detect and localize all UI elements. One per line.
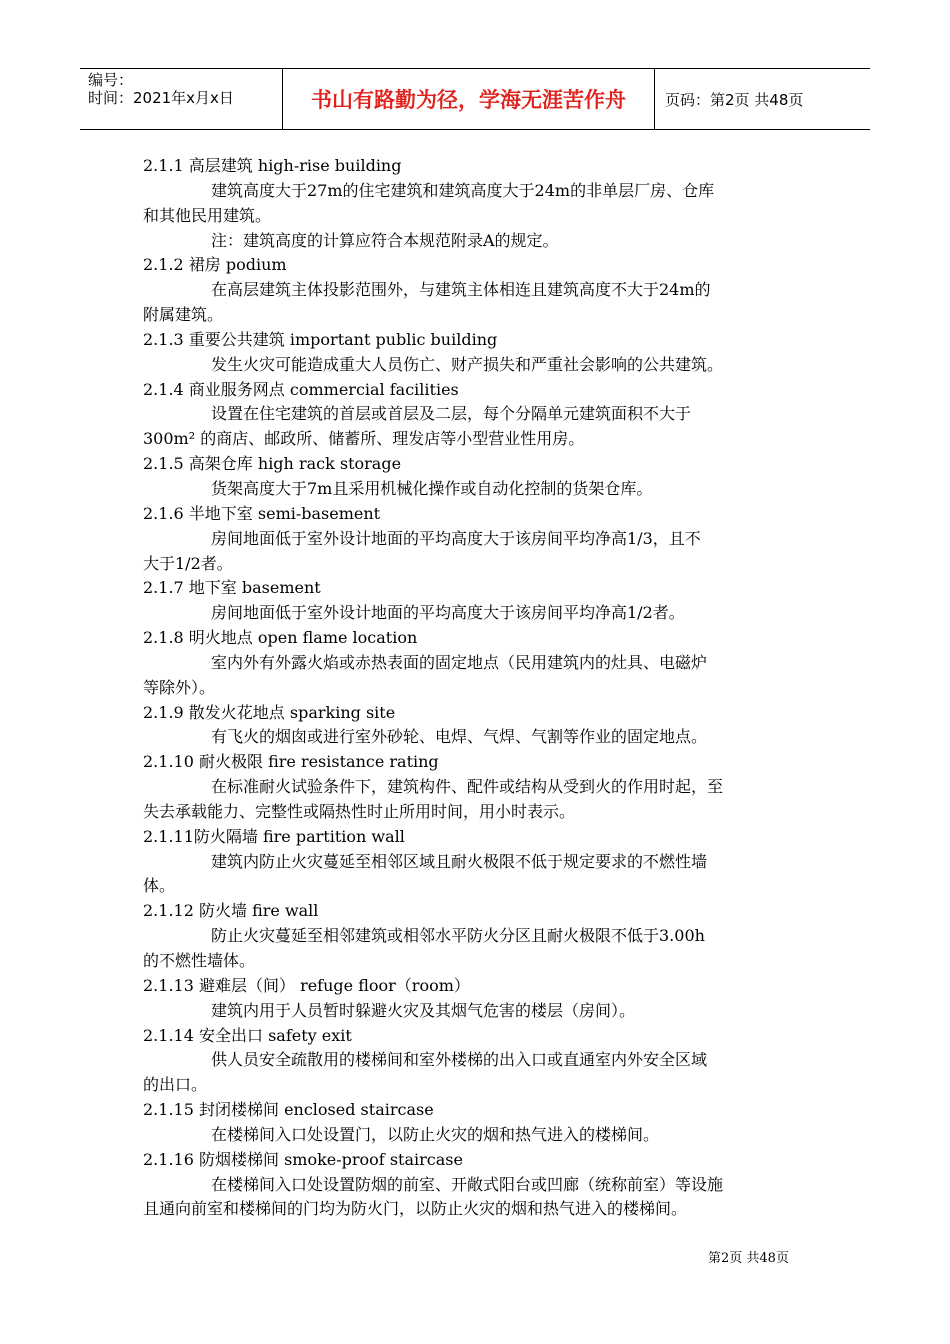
definition-line: 的不燃性墙体。: [143, 951, 256, 970]
header-motto: 书山有路勤为径，学海无涯苦作舟: [282, 69, 655, 129]
section-heading-2-1-12: 2.1.12 防火墙 fire wall: [143, 901, 319, 921]
document-body: [143, 154, 823, 1222]
section-heading-2-1-4: 2.1.4 商业服务网点 commercial facilities: [143, 379, 459, 399]
section-heading-2-1-1: 2.1.1 高层建筑 high-rise building: [143, 156, 402, 175]
definition-line: 发生火灾可能造成重大人员伤亡、财产损失和严重社会影响的公共建筑。: [211, 354, 724, 374]
page-footer: 第2页 共48页: [708, 1251, 789, 1266]
section-heading-2-1-3: 2.1.3 重要公共建筑 important public building: [143, 329, 498, 349]
definition-line: 失去承载能力、完整性或隔热性时止所用时间，用小时表示。: [143, 801, 576, 821]
document-date: 时间：2021年x月x日: [88, 89, 234, 107]
definition-line: 且通向前室和楼梯间的门均为防火门，以防止火灾的烟和热气进入的楼梯间。: [143, 1199, 688, 1219]
definition-line: 室内外有外露火焰或赤热表面的固定地点（民用建筑内的灶具、电磁炉: [211, 652, 708, 672]
definition-line: 货架高度大于7m且采用机械化操作或自动化控制的货架仓库。: [211, 478, 653, 498]
section-heading-2-1-13: 2.1.13 避难层（间） refuge floor（room）: [143, 975, 470, 995]
definition-line: 设置在住宅建筑的首层或首层及二层，每个分隔单元建筑面积不大于: [211, 404, 692, 424]
document-number-label: 编号：: [88, 71, 134, 89]
definition-line: 附属建筑。: [143, 305, 224, 325]
definition-line: 供人员安全疏散用的楼梯间和室外楼梯的出入口或直通室内外安全区域: [211, 1050, 708, 1070]
section-heading-2-1-10: 2.1.10 耐火极限 fire resistance rating: [143, 752, 439, 772]
definition-line: 房间地面低于室外设计地面的平均高度大于该房间平均净高1/2者。: [211, 603, 685, 623]
definition-line: 防止火灾蔓延至相邻建筑或相邻水平防火分区且耐火极限不低于3.00h: [211, 926, 705, 946]
section-heading-2-1-11: 2.1.11防火隔墙 fire partition wall: [143, 826, 405, 846]
note-line: 注：建筑高度的计算应符合本规范附录A的规定。: [211, 230, 559, 250]
section-heading-2-1-6: 2.1.6 半地下室 semi-basement: [143, 503, 381, 523]
definition-line: 建筑高度大于27m的住宅建筑和建筑高度大于24m的非单层厂房、仓库: [211, 180, 715, 200]
definition-line: 在楼梯间入口处设置门，以防止火灾的烟和热气进入的楼梯间。: [211, 1124, 660, 1144]
definition-line: 在标准耐火试验条件下，建筑构件、配件或结构从受到火的作用时起，至: [211, 777, 724, 797]
definition-line: 建筑内防止火灾蔓延至相邻区域且耐火极限不低于规定要求的不燃性墙: [211, 851, 708, 871]
section-heading-2-1-15: 2.1.15 封闭楼梯间 enclosed staircase: [143, 1100, 434, 1120]
definition-line: 在楼梯间入口处设置防烟的前室、开敞式阳台或凹廊（统称前室）等设施: [211, 1174, 724, 1194]
section-heading-2-1-16: 2.1.16 防烟楼梯间 smoke-proof staircase: [143, 1149, 463, 1169]
section-heading-2-1-9: 2.1.9 散发火花地点 sparking site: [143, 702, 396, 722]
section-heading-2-1-2: 2.1.2 裙房 podium: [143, 255, 287, 275]
section-heading-2-1-14: 2.1.14 安全出口 safety exit: [143, 1025, 352, 1045]
definition-line: 在高层建筑主体投影范围外，与建筑主体相连且建筑高度不大于24m的: [211, 280, 711, 300]
definition-line: 建筑内用于人员暂时躲避火灾及其烟气危害的楼层（房间）。: [211, 1000, 636, 1020]
header-page-info: 页码：第2页 共48页: [665, 90, 804, 109]
definition-line: 和其他民用建筑。: [143, 205, 272, 225]
definition-line: 大于1/2者。: [143, 553, 233, 573]
definition-line: 300m² 的商店、邮政所、储蓄所、理发店等小型营业性用房。: [143, 429, 585, 449]
section-heading-2-1-8: 2.1.8 明火地点 open flame location: [143, 628, 418, 648]
definition-line: 有飞火的烟囱或进行室外砂轮、电焊、气焊、气割等作业的固定地点。: [211, 727, 708, 747]
definition-line: 房间地面低于室外设计地面的平均高度大于该房间平均净高1/3，且不: [211, 528, 701, 548]
section-heading-2-1-7: 2.1.7 地下室 basement: [143, 578, 321, 598]
section-heading-2-1-5: 2.1.5 高架仓库 high rack storage: [143, 454, 402, 474]
header-meta: [80, 69, 282, 129]
definition-line: 体。: [143, 876, 176, 896]
page-header: [80, 68, 870, 130]
definition-line: 的出口。: [143, 1075, 208, 1095]
definition-line: 等除外）。: [143, 677, 216, 697]
